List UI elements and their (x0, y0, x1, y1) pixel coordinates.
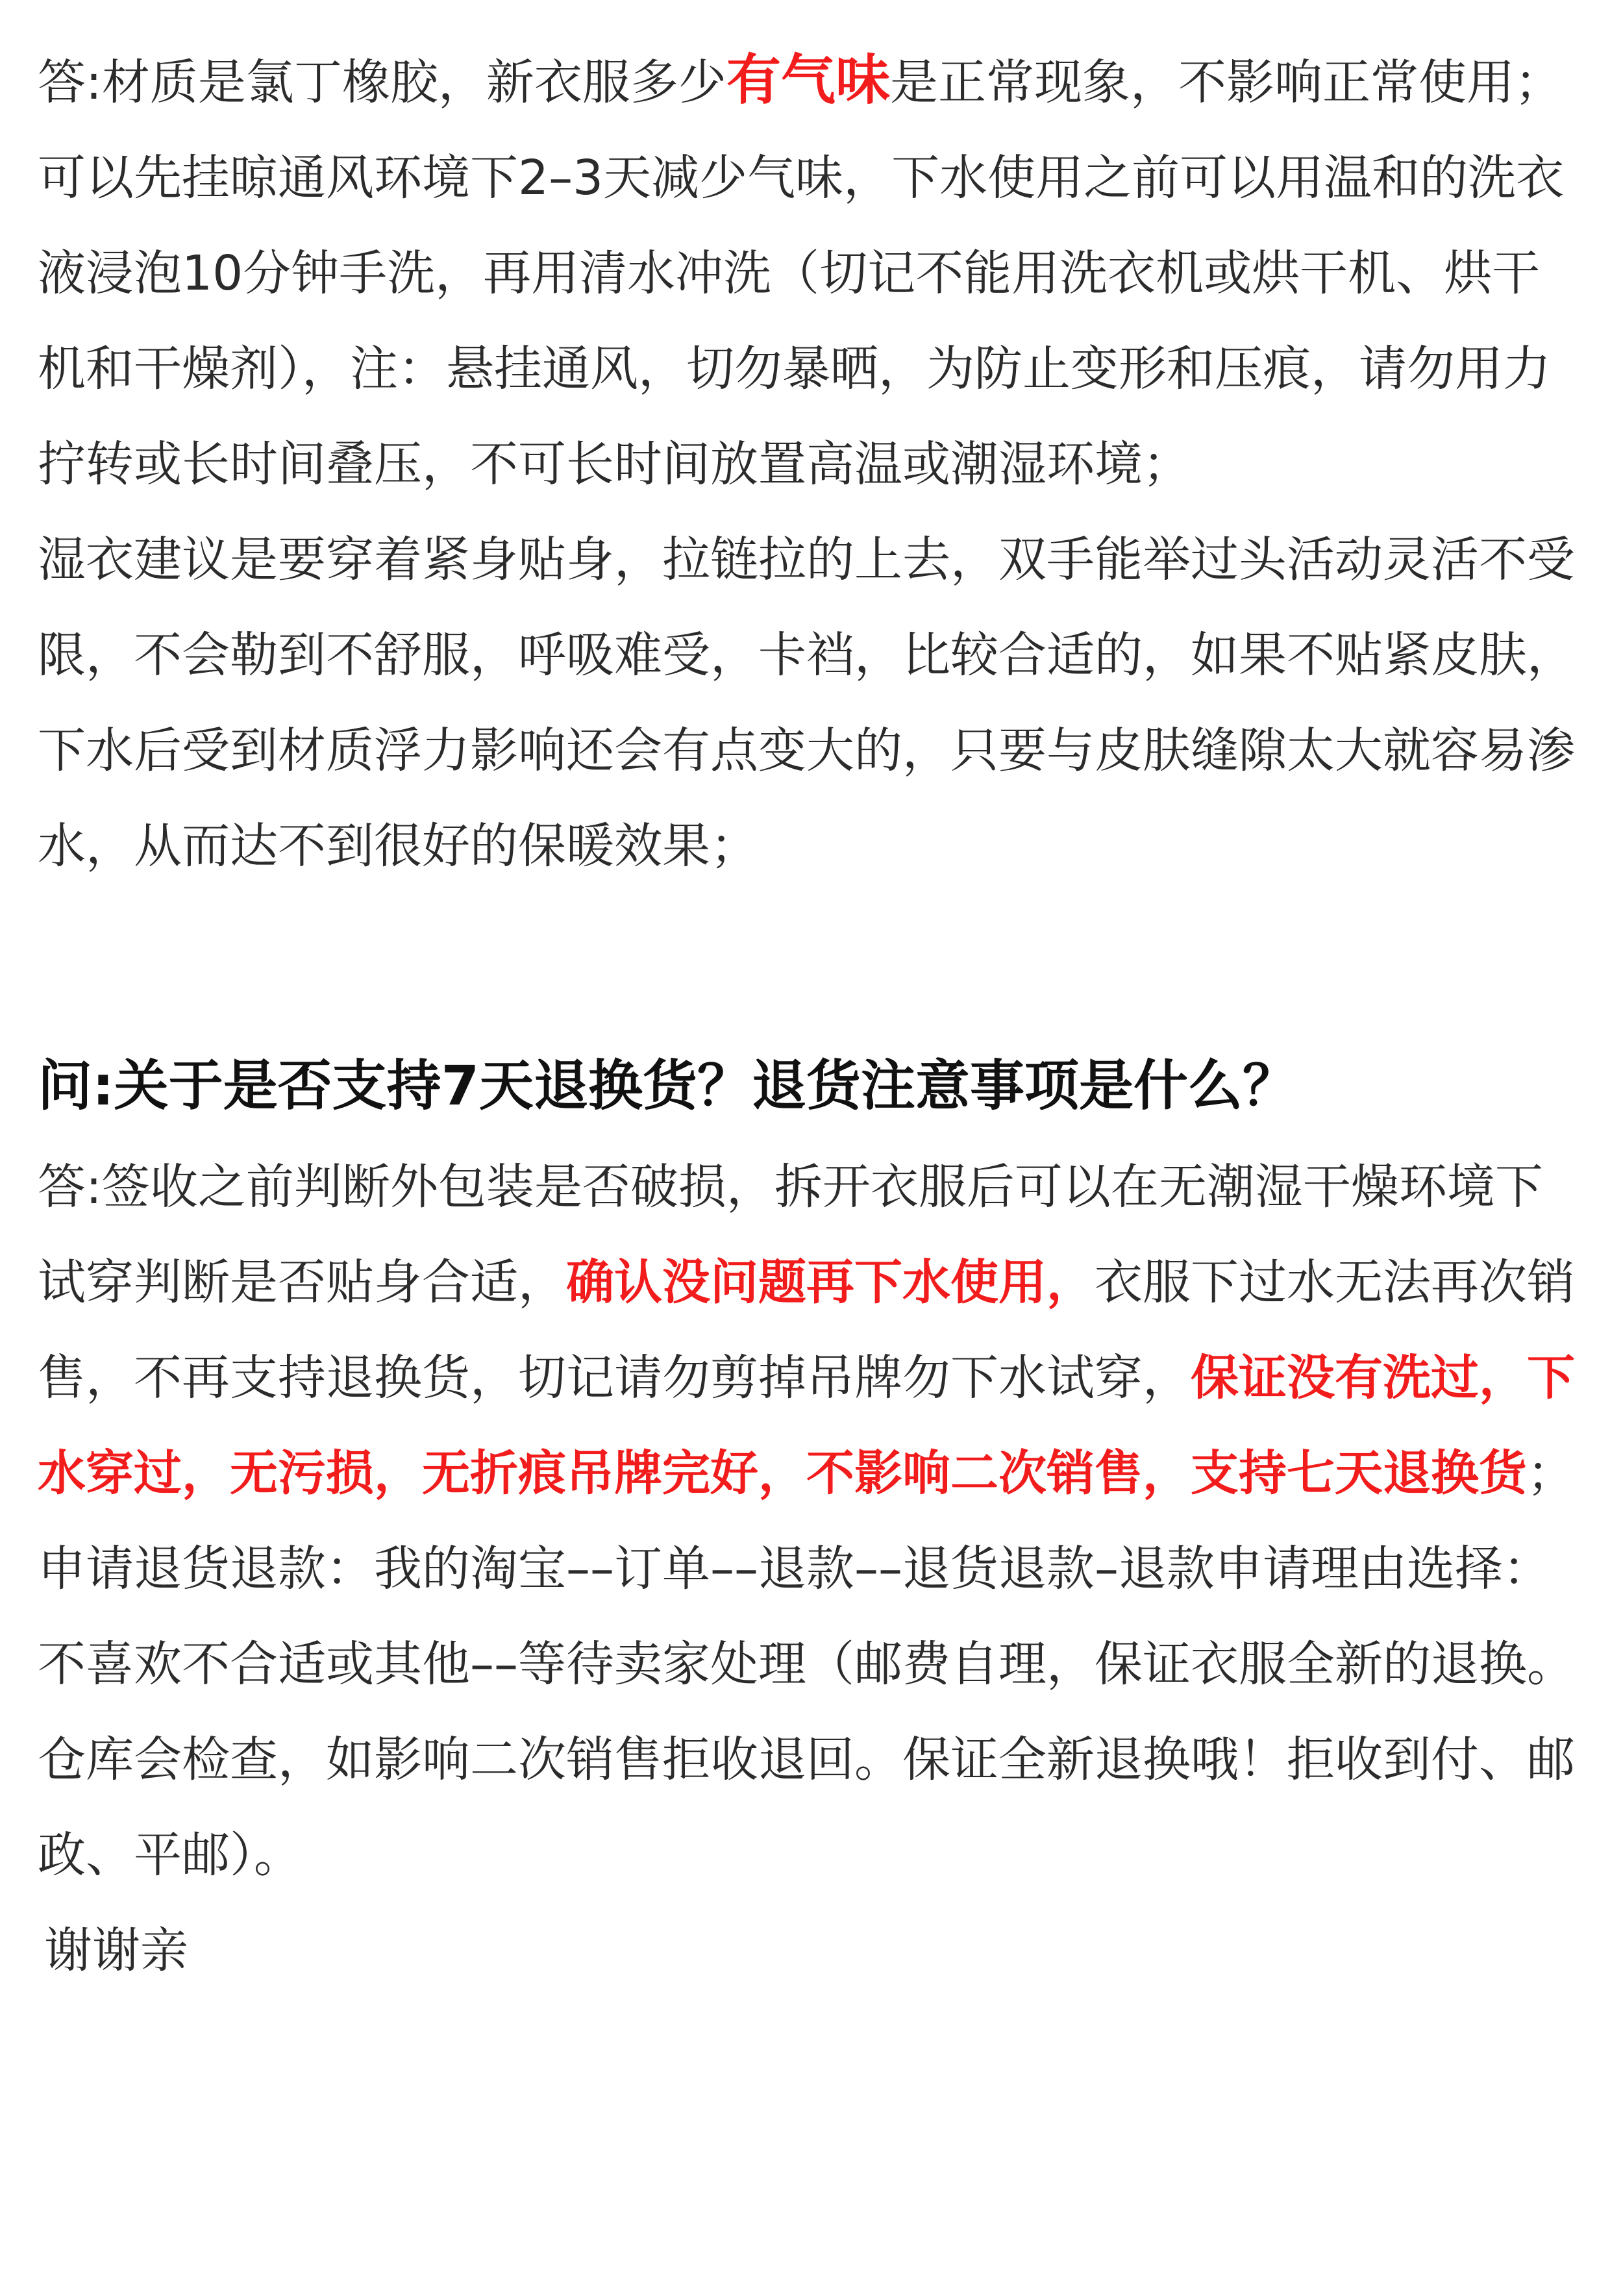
answer-return-text-2: 衣服下过水无法再次销售，不再支持退换货，切记请勿剪掉吊牌勿下水试穿， (38, 1254, 1575, 1406)
wetsuit-fit-advice: 湿衣建议是要穿着紧身贴身，拉链拉的上去，双手能举过头活动灵活不受限，不会勒到不舒服，呼吸难受，卡裆，比较合适的，如果不贴紧皮肤，下水后受到材质浮力影响还会有点变大的，只要与皮肤缝隙太大就容易渗水，从而达不到很好的保暖效果； (38, 532, 1575, 874)
answer-odor-text-1: 答:材质是氯丁橡胶，新衣服多少 (38, 55, 726, 110)
answer-return-highlight-1: 确认没问题再下水使用， (566, 1254, 1095, 1310)
faq-document (38, 32, 1583, 1999)
answer-odor-highlight: 有气味 (726, 48, 890, 112)
answer-return-text-1: 答:签收之前判断外包装是否破损，拆开衣服后可以在无潮湿干燥环境下试穿判断是否贴身合适， (38, 1159, 1543, 1310)
closing-thanks: 谢谢亲 (44, 1923, 188, 1978)
answer-odor-text-2: 是正常现象，不影响正常使用；可以先挂晾通风环境下2–3天减少气味，下水使用之前可以用温和的洗衣液浸泡10分钟手洗，再用清水冲洗（切记不能用洗衣机或烘干机、烘干机和干燥剂），注：悬挂通风，切勿暴晒，为防止变形和压痕，请勿用力拧转或长时间叠压，不可长时间放置高温或潮湿环境； (38, 55, 1565, 492)
answer-return-text-3: ；申请退货退款：我的淘宝––订单––退款––退货退款–退款申请理由选择：不喜欢不合适或其他––等待卖家处理（邮费自理，保证衣服全新的退换。仓库会检查，如影响二次销售拒收退回。保证全新退换哦！拒收到付、邮政、平邮）。 (38, 1445, 1575, 1883)
section-spacer (38, 894, 1583, 1037)
answer-return-policy (38, 1140, 1583, 1903)
question-return-policy: 问:关于是否支持7天退换货？退货注意事项是什么？ (38, 1054, 1298, 1117)
answer-odor-care (38, 32, 1583, 512)
answer-return-highlight-2: 保证没有洗过，下水穿过，无污损，无折痕吊牌完好，不影响二次销售，支持七天退换货 (38, 1350, 1575, 1501)
